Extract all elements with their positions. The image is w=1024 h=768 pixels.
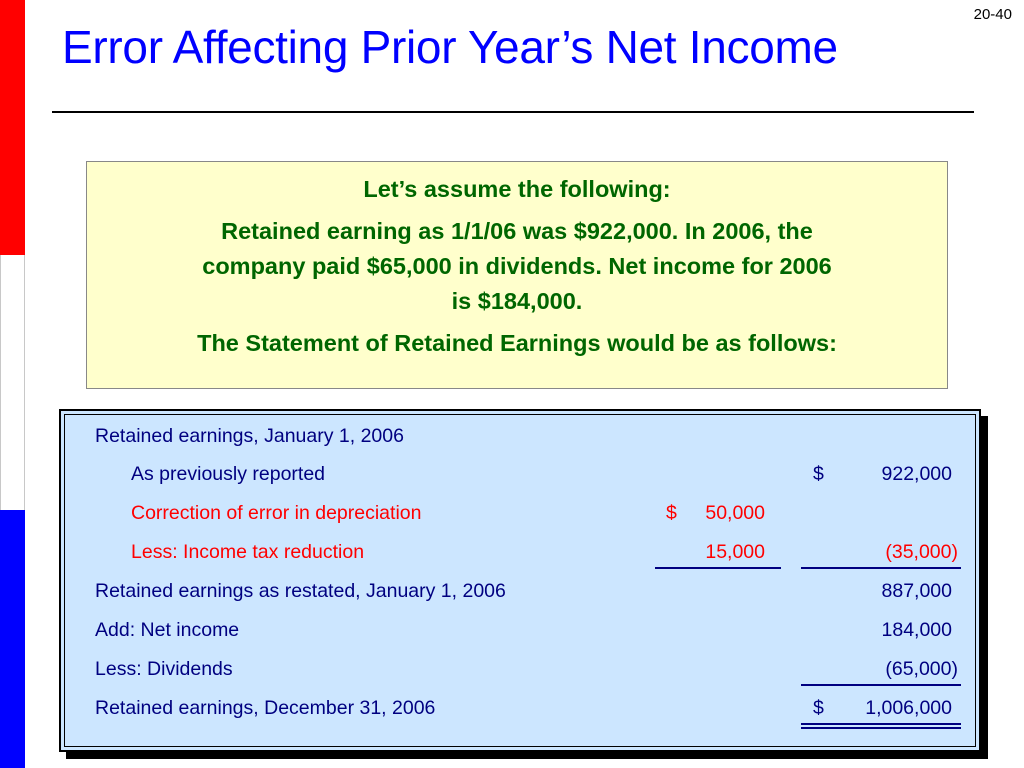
assumptions-heading: Let’s assume the following:: [363, 176, 671, 202]
row-label: Retained earnings as restated, January 1, 2006: [95, 580, 506, 602]
row-label: Retained earnings, December 31, 2006: [95, 697, 436, 719]
side-stripe-red: [0, 0, 25, 255]
assumptions-footer: The Statement of Retained Earnings would be as follows:: [197, 330, 837, 356]
assumptions-line-1: Retained earning as 1/1/06 was $922,000. In 2006, the: [221, 218, 813, 244]
assumptions-line-2: company paid $65,000 in dividends. Net income for 2006: [202, 253, 832, 279]
row-label: Less: Income tax reduction: [131, 541, 365, 563]
statement-row: [61, 654, 979, 684]
row-amount-total: 1,006,000: [865, 697, 952, 719]
statement-row: [61, 498, 979, 528]
total-double-underline: [801, 727, 961, 729]
row-label: Correction of error in depreciation: [131, 502, 422, 524]
row-amount-total: (65,000): [885, 658, 958, 680]
side-stripe-blue: [0, 510, 25, 768]
row-amount-total: (35,000): [885, 541, 958, 563]
side-stripe-white: [0, 255, 25, 510]
row-label: As previously reported: [131, 463, 326, 485]
statement-row: [61, 421, 979, 451]
slide-number: 20-40: [973, 6, 1012, 23]
statement-row: [61, 615, 979, 645]
row-label: Add: Net income: [95, 619, 240, 641]
assumptions-box: [86, 161, 948, 389]
title-divider: [52, 111, 974, 113]
statement-row: [61, 693, 979, 723]
row-amount-total: 887,000: [881, 580, 952, 602]
row-amount-detail: 50,000: [705, 502, 765, 524]
retained-earnings-statement: [59, 409, 981, 752]
statement-row: [61, 576, 979, 606]
row-amount-total: 922,000: [881, 463, 952, 485]
row-dollar-sign: $: [813, 463, 824, 485]
subtotal-underline: [655, 567, 781, 569]
row-amount-total: 184,000: [881, 619, 952, 641]
row-label: Less: Dividends: [95, 658, 233, 680]
row-dollar-sign: $: [666, 502, 677, 524]
subtotal-underline: [801, 567, 961, 569]
statement-row: [61, 537, 979, 567]
statement-row: [61, 459, 979, 489]
slide-title: Error Affecting Prior Year’s Net Income: [62, 21, 838, 73]
total-double-underline: [801, 723, 961, 725]
row-label: Retained earnings, January 1, 2006: [95, 425, 404, 447]
assumptions-line-3: is $184,000.: [451, 288, 583, 314]
row-amount-detail: 15,000: [705, 541, 765, 563]
subtotal-underline: [801, 684, 961, 686]
row-dollar-sign: $: [813, 697, 824, 719]
